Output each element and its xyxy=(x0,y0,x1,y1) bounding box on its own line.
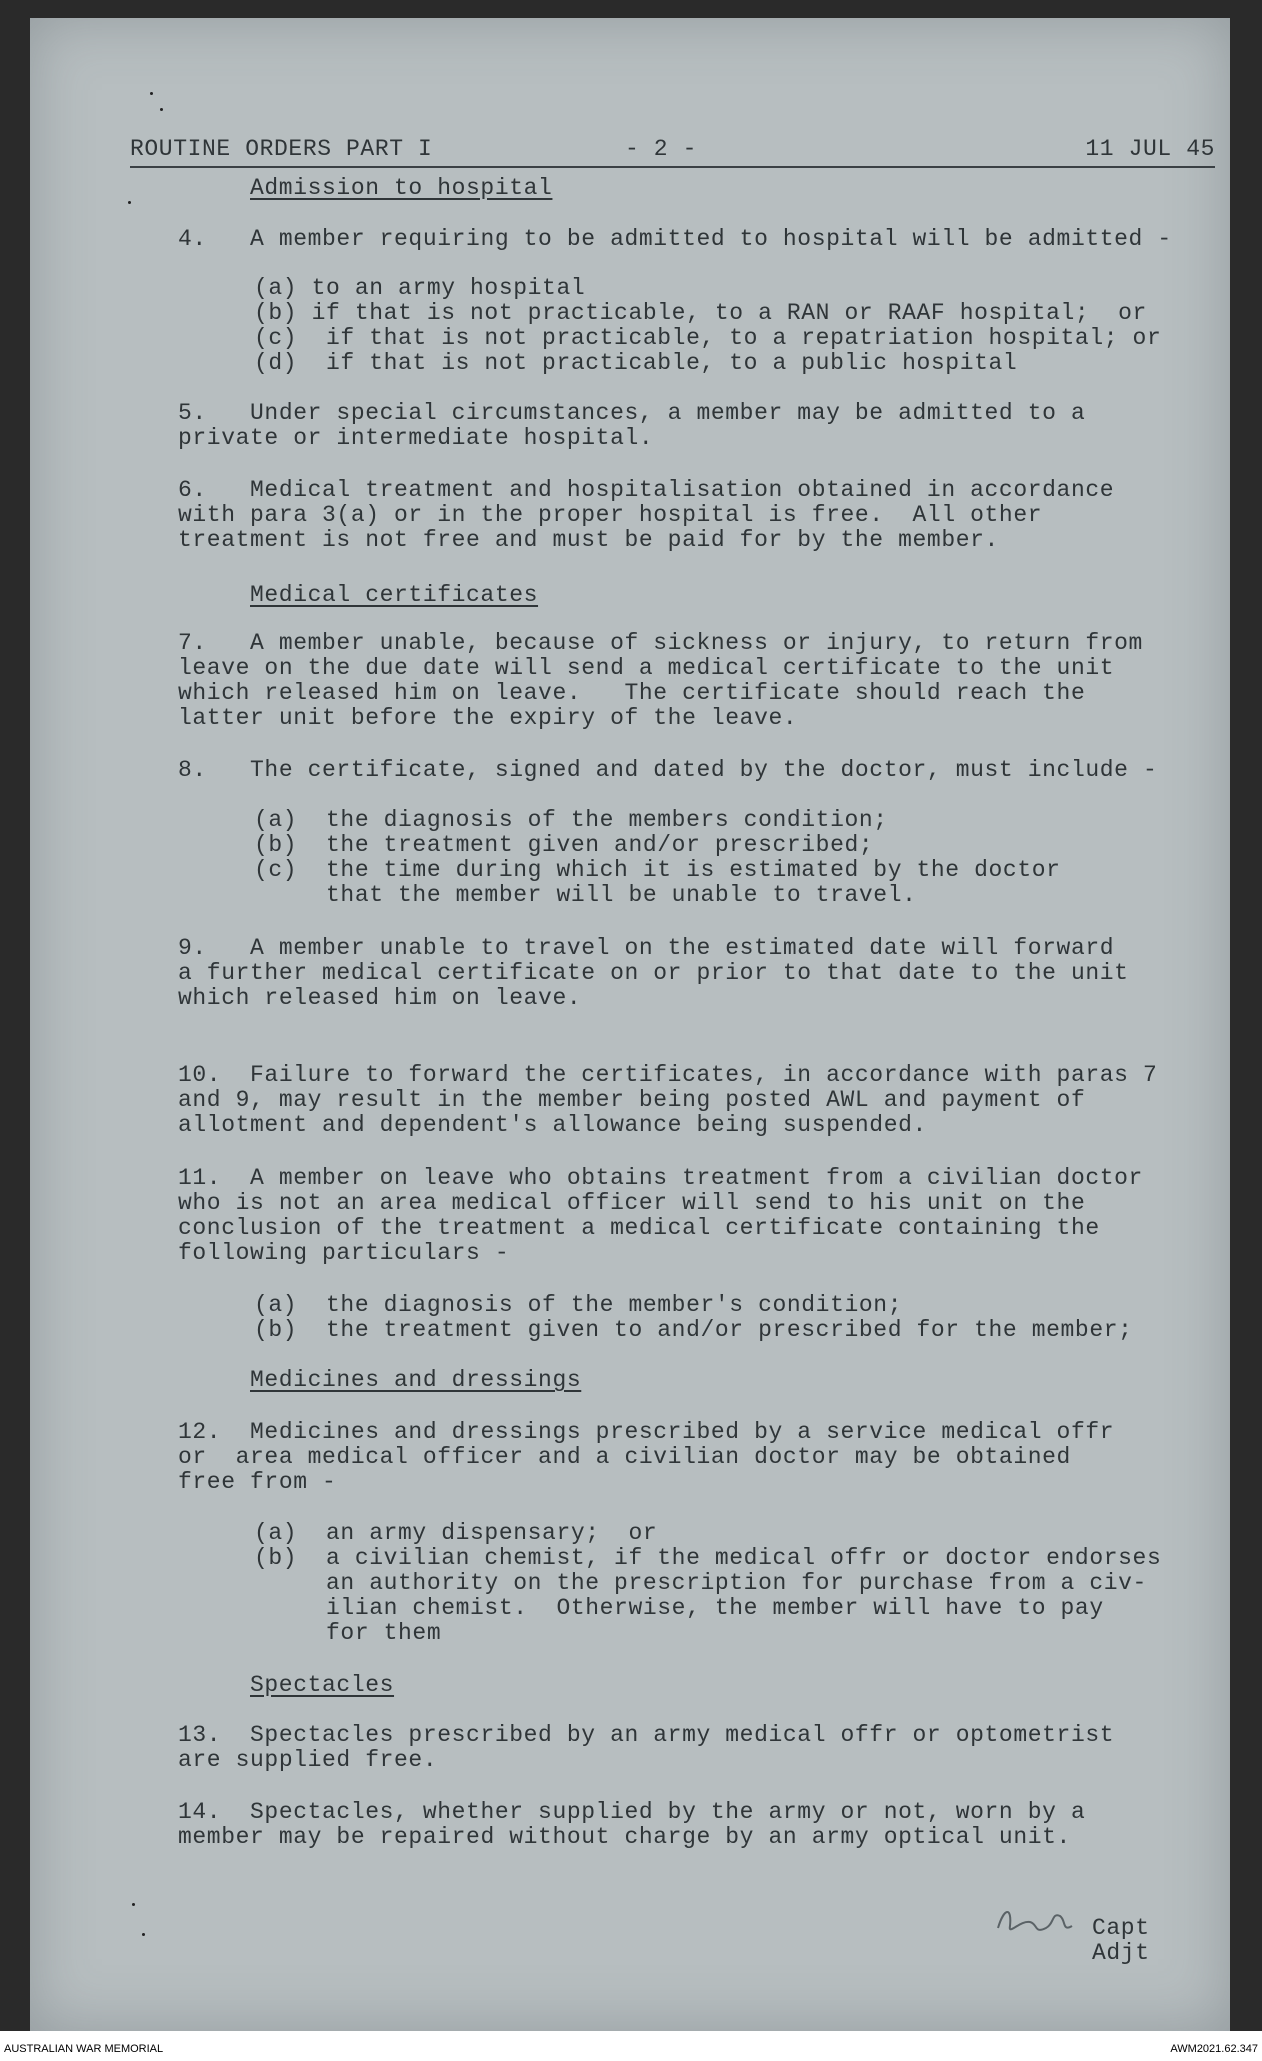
para-11-b: (b) the treatment given to and/or prescribed for the member; xyxy=(254,1317,1133,1343)
para-7-line1: 7. A member unable, because of sickness or injury, to return from xyxy=(178,630,1143,656)
document-sheet xyxy=(30,18,1230,2031)
handwritten-signature xyxy=(990,1898,1080,1943)
para-4-c: (c) if that is not practicable, to a repatriation hospital; or xyxy=(254,325,1162,351)
para-6-line2: with para 3(a) or in the proper hospital is free. All other xyxy=(178,502,1043,528)
para-10-line3: allotment and dependent's allowance being suspended. xyxy=(178,1112,927,1138)
archive-reference: AWM2021.62.347 xyxy=(1170,2043,1258,2055)
para-8: 8. The certificate, signed and dated by the doctor, must include - xyxy=(178,757,1158,783)
para-13-line2: are supplied free. xyxy=(178,1747,438,1773)
page-number: - 2 - xyxy=(625,136,698,162)
signature-rank: Capt xyxy=(1092,1915,1150,1941)
stray-mark xyxy=(128,201,131,204)
para-14-line2: member may be repaired without charge by an army optical unit. xyxy=(178,1824,1071,1850)
para-6-line1: 6. Medical treatment and hospitalisation obtained in accordance xyxy=(178,477,1115,503)
header-title: ROUTINE ORDERS PART I xyxy=(130,136,433,162)
para-12-line3: free from - xyxy=(178,1469,337,1495)
para-7-line2: leave on the due date will send a medical certificate to the unit xyxy=(178,655,1115,681)
para-8-a: (a) the diagnosis of the members condition; xyxy=(254,807,888,833)
para-12-line2: or area medical officer and a civilian doctor may be obtained xyxy=(178,1444,1071,1470)
heading-medical-certificates: Medical certificates xyxy=(250,582,539,608)
para-5-line1: 5. Under special circumstances, a member may be admitted to a xyxy=(178,400,1086,426)
para-10-line1: 10. Failure to forward the certificates, in accordance with paras 7 xyxy=(178,1062,1158,1088)
para-12-b-line2: an authority on the prescription for purchase from a civ- xyxy=(254,1570,1147,1596)
para-8-b: (b) the treatment given and/or prescribed; xyxy=(254,832,874,858)
archive-name: AUSTRALIAN WAR MEMORIAL xyxy=(4,2043,164,2055)
para-9-line3: which released him on leave. xyxy=(178,985,582,1011)
para-12-b-line3: ilian chemist. Otherwise, the member will have to pay xyxy=(254,1595,1104,1621)
para-12-line1: 12. Medicines and dressings prescribed by a service medical offr xyxy=(178,1419,1115,1445)
para-12-b-line4: for them xyxy=(254,1620,442,1646)
para-11-line4: following particulars - xyxy=(178,1240,510,1266)
archive-footer xyxy=(0,2031,1262,2061)
heading-admission: Admission to hospital xyxy=(250,175,553,201)
page-header xyxy=(130,136,1215,168)
signature-title: Adjt xyxy=(1092,1940,1150,1966)
para-14-line1: 14. Spectacles, whether supplied by the army or not, worn by a xyxy=(178,1799,1086,1825)
para-5-line2: private or intermediate hospital. xyxy=(178,425,654,451)
para-12-b-line1: (b) a civilian chemist, if the medical offr or doctor endorses xyxy=(254,1545,1162,1571)
para-4-b: (b) if that is not practicable, to a RAN or RAAF hospital; or xyxy=(254,300,1147,326)
para-8-c-line2: that the member will be unable to travel. xyxy=(254,882,917,908)
para-4-a: (a) to an army hospital xyxy=(254,275,586,301)
heading-spectacles: Spectacles xyxy=(250,1672,395,1698)
para-7-line4: latter unit before the expiry of the leave. xyxy=(178,705,798,731)
para-9-line1: 9. A member unable to travel on the estimated date will forward xyxy=(178,935,1115,961)
para-6-line3: treatment is not free and must be paid for by the member. xyxy=(178,527,999,553)
para-11-line1: 11. A member on leave who obtains treatment from a civilian doctor xyxy=(178,1165,1143,1191)
para-11-line2: who is not an area medical officer will send to his unit on the xyxy=(178,1190,1086,1216)
para-9-line2: a further medical certificate on or prior to that date to the unit xyxy=(178,960,1129,986)
stray-mark xyxy=(132,1903,135,1906)
header-date: 11 JUL 45 xyxy=(1085,136,1215,162)
para-11-line3: conclusion of the treatment a medical certificate containing the xyxy=(178,1215,1100,1241)
para-11-a: (a) the diagnosis of the member's condition; xyxy=(254,1292,903,1318)
para-4: 4. A member requiring to be admitted to hospital will be admitted - xyxy=(178,226,1172,252)
para-7-line3: which released him on leave. The certificate should reach the xyxy=(178,680,1086,706)
para-13-line1: 13. Spectacles prescribed by an army medical offr or optometrist xyxy=(178,1722,1115,1748)
para-4-d: (d) if that is not practicable, to a public hospital xyxy=(254,350,1018,376)
para-12-a: (a) an army dispensary; or xyxy=(254,1520,658,1546)
stray-mark xyxy=(142,1933,145,1936)
para-10-line2: and 9, may result in the member being posted AWL and payment of xyxy=(178,1087,1086,1113)
para-8-c-line1: (c) the time during which it is estimated by the doctor xyxy=(254,857,1061,883)
stray-mark xyxy=(160,108,163,111)
heading-medicines: Medicines and dressings xyxy=(250,1367,582,1393)
stray-mark xyxy=(150,92,153,95)
